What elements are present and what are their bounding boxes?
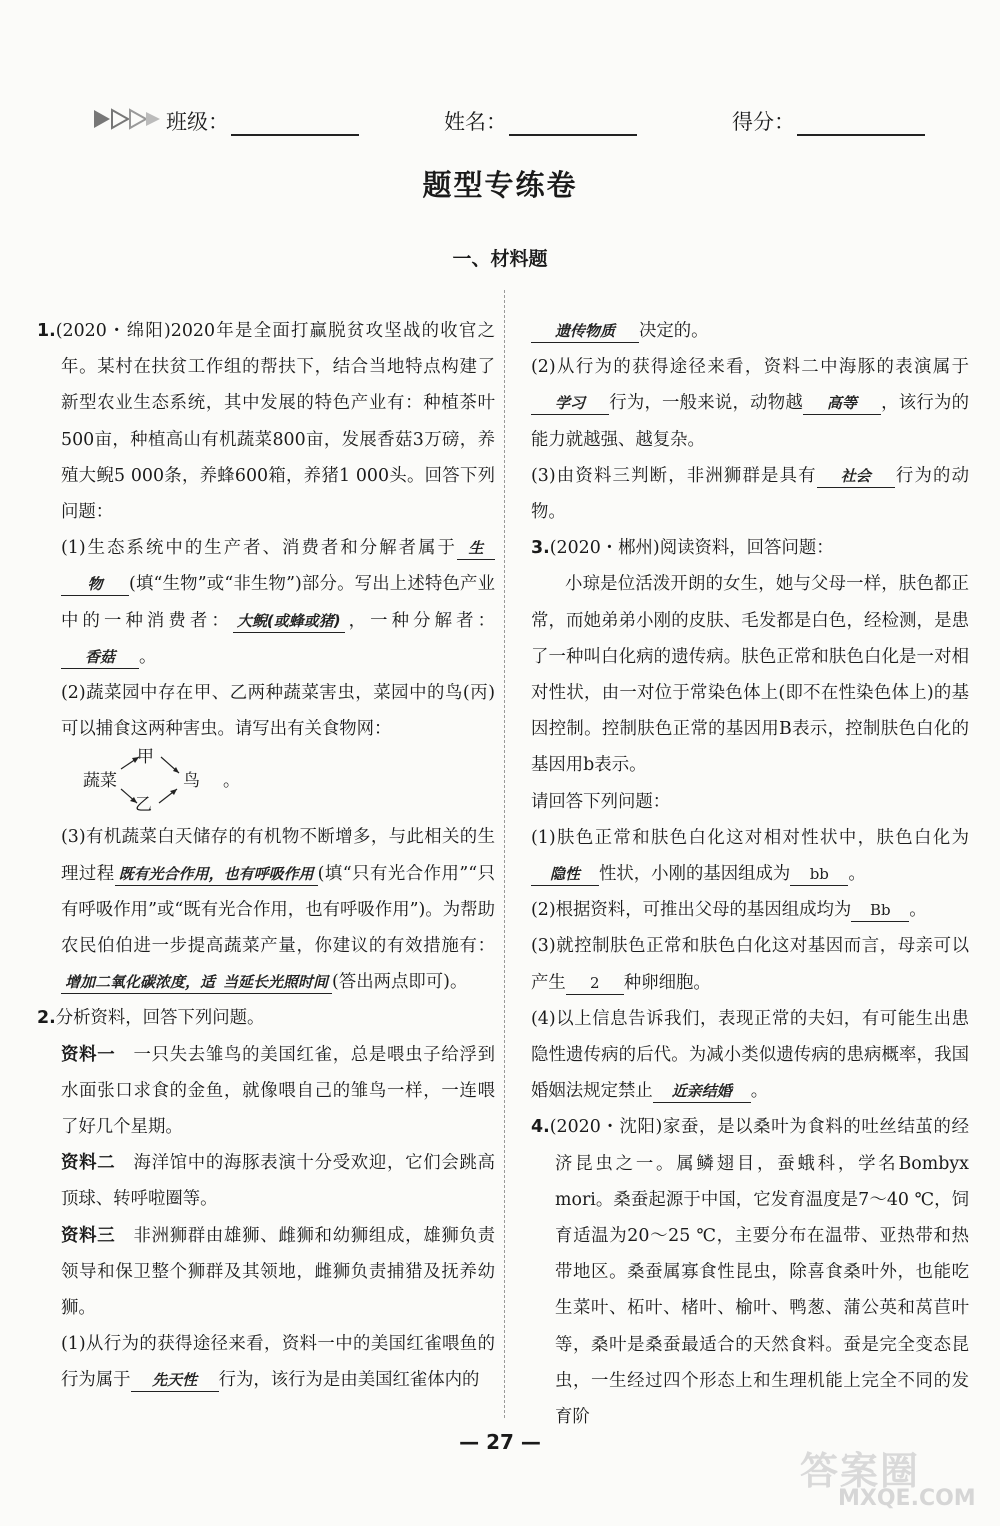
name-field xyxy=(444,106,637,136)
q2-intro xyxy=(37,1000,495,1036)
q2-material-1-text: 一只失去雏鸟的美国红雀，总是喂虫子给浮到水面张口求食的金鱼，就像喂自己的雏鸟一样，一连喂了好几个星期。 xyxy=(61,1044,495,1138)
q1-sub3-text-b: (填“只有光合作用”“只有呼吸作用”或“既有光合作用，也有呼吸作用”)。为帮助农民伯伯进一步提高蔬菜产量，你建议的有效措施有： xyxy=(61,863,495,957)
food-web-node-jia: 甲 xyxy=(137,747,154,768)
q2-answer-5: 社会 xyxy=(817,465,895,488)
q2-sub3-text-b: 行为的动物。 xyxy=(531,465,969,523)
column-divider xyxy=(504,290,505,1418)
q2-material-2 xyxy=(37,1145,495,1217)
watermark-logo xyxy=(800,1440,990,1520)
q2-sub2 xyxy=(531,349,969,458)
q3-sub1-text-c: 。 xyxy=(848,864,866,885)
q2-sub3-text-a: (3)由资料三判断，非洲狮群是具有 xyxy=(531,465,817,486)
q1-answer-1a: 生 xyxy=(457,537,495,560)
q2-sub1-end xyxy=(531,313,969,349)
q2-sub3 xyxy=(531,458,969,530)
q2-sub2-text-a: (2)从行为的获得途径来看，资料二中海豚的表演属于 xyxy=(531,357,969,378)
q1-number: 1. xyxy=(37,321,56,341)
q3-answer-1: 隐性 xyxy=(531,863,599,886)
q3-number: 3. xyxy=(531,538,550,559)
score-field xyxy=(732,106,925,136)
q2-material-3 xyxy=(37,1218,495,1327)
watermark-url: MXQE.COM xyxy=(838,1486,976,1511)
q3-sub2-text-b: 。 xyxy=(909,900,927,921)
q1-sub1 xyxy=(37,530,495,675)
q3-sub1-text-b: 性状，小刚的基因组成为 xyxy=(599,864,791,885)
name-label: 姓名： xyxy=(444,110,507,134)
q3-sub3-text-b: 种卵细胞。 xyxy=(623,972,711,993)
q1-sub3-text-c: (答出两点即可)。 xyxy=(332,972,468,993)
food-web-node-bird: 鸟 xyxy=(183,771,200,792)
q1-answer-5b: 当延长光照时间 xyxy=(219,971,332,994)
q2-sub2-text-c: ，该行为的能力就越强、越复杂。 xyxy=(531,393,969,450)
q3-intro xyxy=(531,530,969,566)
class-label: 班级： xyxy=(166,110,229,134)
q2-sub2-text-b: 行为，一般来说，动物越 xyxy=(609,393,803,414)
class-blank xyxy=(231,114,359,136)
q3-ask: 请回答下列问题： xyxy=(531,791,671,812)
q4-number: 4. xyxy=(531,1117,550,1138)
q1-sub1-text-a: (1)生态系统中的生产者、消费者和分解者属于 xyxy=(61,538,457,559)
q2-answer-2: 遗传物质 xyxy=(531,320,639,343)
q2-material-2-text: 海洋馆中的海豚表演十分受欢迎，它们会跳高顶球、转呼啦圈等。 xyxy=(61,1153,495,1210)
q1-intro-text: (2020・绵阳)2020年是全面打赢脱贫攻坚战的收官之年。某村在扶贫工作组的帮扶下，结合当地特点构建了新型农业生态系统，其中发展的特色产业有：种植茶叶500亩，种植高山有机蔬菜800亩，发展香菇3万磅，养殖大鲵5 000条，养蜂600箱，养猪1 000头。回答下列问题： xyxy=(55,321,495,523)
food-web-node-vegetable: 蔬菜 xyxy=(83,771,117,792)
q3-sub3 xyxy=(531,928,969,1000)
page-title: 题型专练卷 xyxy=(422,168,578,202)
watermark-text: 答案圈 xyxy=(800,1449,921,1493)
q3-answer-2: bb xyxy=(790,863,848,886)
q2-sub1-text-c: 决定的。 xyxy=(639,321,709,341)
q2-sub1-text-a: (1)从行为的获得途径来看，资料一中的美国红雀喂鱼的行为属于 xyxy=(61,1334,495,1391)
page-number: — 27 — xyxy=(459,1430,541,1454)
right-column xyxy=(531,313,969,1435)
q3-answer-4: 2 xyxy=(566,972,624,995)
q1-sub3-text-a: (3)有机蔬菜白天储存的有机物不断增多，与此相关的生理过程 xyxy=(61,827,495,884)
q1-sub2: (2)蔬菜园中存在甲、乙两种蔬菜害虫，菜园中的鸟(丙)可以捕食这两种害虫。请写出有关食物网： xyxy=(61,683,495,740)
q3-sub4-text-a: (4)以上信息告诉我们，表现正常的夫妇，有可能生出患隐性遗传病的后代。为减小类似遗传病的患病概率，我国婚姻法规定禁止 xyxy=(531,1008,969,1102)
name-blank xyxy=(509,114,637,136)
q3-answer-3: Bb xyxy=(851,899,909,922)
q3-answer-5: 近亲结婚 xyxy=(653,1080,751,1103)
q3-material: 小琼是位活泼开朗的女生，她与父母一样，肤色都正常，而她弟弟小刚的皮肤、毛发都是白色，经检测，是患了一种叫白化病的遗传病。肤色正常和肤色白化是一对相对性状，由一对位于常染色体上(即不在性染色体上)的基因控制。控制肤色正常的基因用B表示，控制肤色白化的基因用b表示。 xyxy=(531,574,969,776)
left-column xyxy=(37,313,495,1399)
q3-intro-text: (2020・郴州)阅读资料，回答问题： xyxy=(549,538,834,559)
section-heading: 一、材料题 xyxy=(452,248,548,270)
q2-answer-4: 高等 xyxy=(803,392,881,415)
q4-intro-text: (2020・沈阳)家蚕，是以桑叶为食料的吐丝结茧的经济昆虫之一。属鳞翅目，蚕蛾科，学名Bombyx mori。桑蚕起源于中国，它发育温度是7～40 ℃，饲育适温为20～25 ℃，主要分布在温带、亚热带和热带地区。桑蚕属寡食性昆虫，除喜食桑叶外，也能吃生菜叶、柘叶、楮叶、榆叶、鸭葱、蒲公英和莴苣叶等，桑叶是桑蚕最适合的天然食料。蚕是完全变态昆虫，一生经过四个形态上和生理机能上完全不同的发育阶 xyxy=(549,1117,969,1428)
q1-sub3 xyxy=(37,819,495,1000)
q3-sub1 xyxy=(531,820,969,892)
q2-material-3-label: 资料三 xyxy=(61,1225,116,1246)
q2-number: 2. xyxy=(37,1008,56,1029)
q3-sub2 xyxy=(531,892,969,928)
student-info-header xyxy=(92,102,922,142)
score-label: 得分： xyxy=(732,110,795,134)
q4-intro xyxy=(531,1109,969,1435)
q1-answer-1b: 物 xyxy=(61,573,129,596)
q1-answer-5a: 增加二氧化碳浓度，适 xyxy=(61,971,219,994)
q2-material-2-label: 资料二 xyxy=(61,1153,116,1174)
q2-sub1-text-b: 行为，该行为是由美国红雀体内的 xyxy=(218,1370,480,1391)
q3-sub3-text-a: (3)就控制肤色正常和肤色白化这对基因而言，母亲可以产生 xyxy=(531,936,969,993)
q2-material-1 xyxy=(37,1037,495,1146)
q2-material-1-label: 资料一 xyxy=(61,1044,116,1065)
q1-sub1-text-d: 。 xyxy=(139,646,157,667)
q3-sub2-text-a: (2)根据资料，可推出父母的基因组成均为 xyxy=(531,900,852,921)
q1-sub1-text-c: ，一种分解者： xyxy=(344,610,495,631)
q2-intro-text: 分析资料，回答下列问题。 xyxy=(55,1008,265,1029)
q1-answer-3: 香菇 xyxy=(61,646,139,669)
q1-answer-4: 既有光合作用，也有呼吸作用 xyxy=(115,863,318,886)
q2-sub1-start xyxy=(37,1326,495,1398)
food-web-diagram xyxy=(37,747,495,819)
arrow-decoration-icon xyxy=(92,108,162,130)
food-web-node-yi: 乙 xyxy=(135,795,152,816)
q1-answer-2: 大鲵(或蜂或猪) xyxy=(233,610,345,633)
class-field xyxy=(166,106,359,136)
q2-answer-1: 先天性 xyxy=(131,1369,219,1392)
q1-sub1-text-b: (填“生物”或“非生物”)部分。写出上述特色产业中的一种消费者： xyxy=(61,574,495,631)
q2-material-3-text: 非洲狮群由雄狮、雌狮和幼狮组成，雄狮负责领导和保卫整个狮群及其领地，雌狮负责捕猎及抚养幼狮。 xyxy=(61,1225,495,1319)
score-blank xyxy=(797,114,925,136)
q3-sub4-text-b: 。 xyxy=(750,1081,769,1102)
q3-sub4 xyxy=(531,1001,969,1110)
food-web-period: 。 xyxy=(223,771,240,792)
q1-intro xyxy=(37,313,495,530)
q3-sub1-text-a: (1)肤色正常和肤色白化这对相对性状中，肤色白化为 xyxy=(531,827,969,848)
q2-answer-3: 学习 xyxy=(531,392,609,415)
